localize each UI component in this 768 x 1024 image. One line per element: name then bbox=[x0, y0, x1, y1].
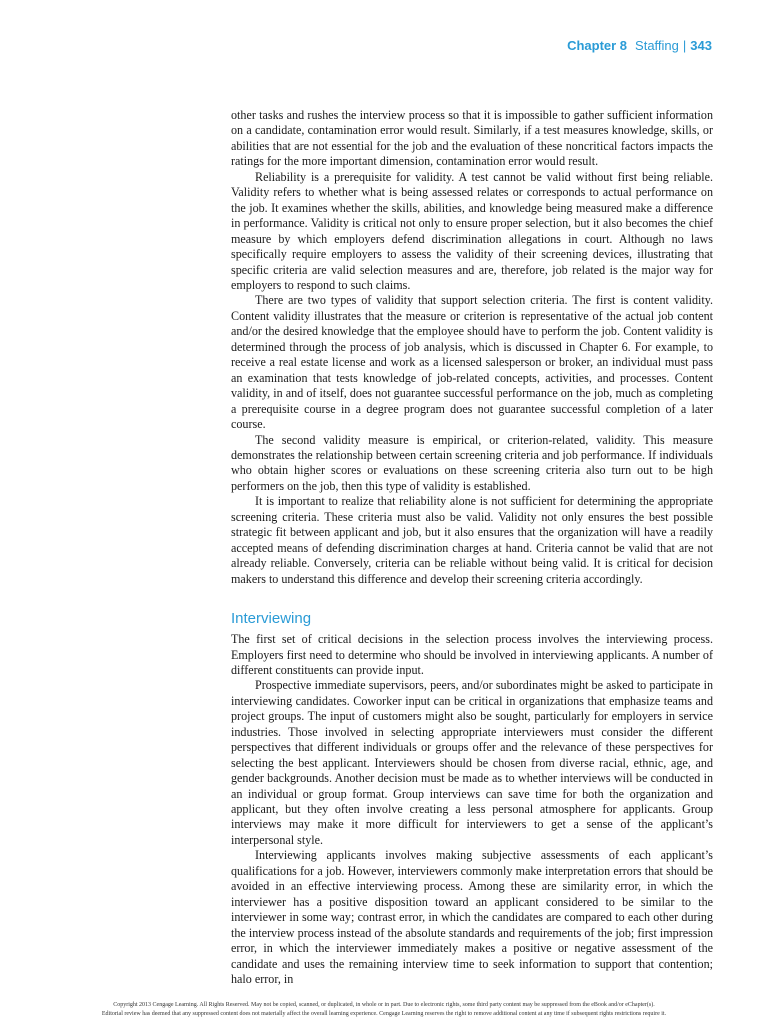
copyright-line: Copyright 2013 Cengage Learning. All Rights Reserved. May not be copied, scanned, or duplicated, in whole or in part. Due to electronic rights, some third party content may be suppressed from the eBook and/or eChapter(s). bbox=[113, 1002, 655, 1008]
paragraph: Interviewing applicants involves making subjective assessments of each applicant’s qualifications for a job. However, interviewers commonly make interpretation errors that should be avoided in an effective interviewing process. Among these are similarity error, in which the interviewer has a positive disposition toward an applicant considered to be similar to the interviewer in some way; contrast error, in which the candidates are compared to each other during the interview process instead of the absolute standards and requirements of the job; first impression error, in which the interviewer immediately makes a positive or negative assessment of the candidate and uses the remaining interview time to seek information to support that contention; halo error, in bbox=[231, 848, 713, 987]
paragraph: other tasks and rushes the interview process so that it is impossible to gather sufficient information on a candidate, contamination error would result. Similarly, if a test measures knowledge, skills, or abilities that are not essential for the job and the evaluation of these noncritical factors impacts the ratings for the more important dimension, contamination error would result. bbox=[231, 108, 713, 169]
editorial-line: Editorial review has deemed that any suppressed content does not materially affect the overall learning experience. Cengage Learning reserves the right to remove additional content at any time if subsequent rights restrictions require it. bbox=[101, 1010, 667, 1017]
paragraph: The second validity measure is empirical, or criterion-related, validity. This measure demonstrates the relationship between certain screening criteria and job performance. If individuals who obtain higher scores or evaluations on these screening criteria also turn out to be high performers on the job, then this type of validity is established. bbox=[231, 432, 713, 493]
section-label: Staffing bbox=[635, 38, 679, 53]
paragraph: It is important to realize that reliability alone is not sufficient for determining the appropriate screening criteria. These criteria must also be valid. Validity not only ensures the best possible strategic fit between applicant and job, but it also ensures that the organization will have a readily accepted means of defending discrimination charges at hand. Criteria cannot be valid that are not already reliable. Conversely, criteria can be reliable without being valid. It is critical for decision makers to understand this difference and develop their screening criteria accordingly. bbox=[231, 494, 713, 586]
section-heading: Interviewing bbox=[231, 610, 312, 628]
chapter-label: Chapter 8 bbox=[567, 38, 628, 53]
paragraph: Prospective immediate supervisors, peers, and/or subordinates might be asked to participate in interviewing candidates. Coworker input can be critical in organizations that emphasize teams and project groups. The input of customers might also be sought, particularly for employers in service industries. Those involved in selecting appropriate interviewers must consider the different perspectives that different individuals or groups offer and the relevance of these perspectives for selecting the best applicant. Interviewers should be chosen from diverse racial, ethnic, age, and gender backgrounds. Another decision must be made as to whether interviews will be conducted in an individual or group format. Group interviews can save time for both the organization and applicant, but they often involve creating a less personal atmosphere for applicants. Group interviews may make it more difficult for interviewers to get a sense of the applicant’s interpersonal style. bbox=[231, 678, 713, 847]
header-separator: | bbox=[682, 38, 687, 53]
copyright-footer bbox=[0, 1001, 768, 1018]
paragraph: Reliability is a prerequisite for validity. A test cannot be valid without first being reliable. Validity refers to whether what is being assessed relates or corresponds to actual performance on the job. It examines whether the skills, abilities, and knowledge being measured make a difference in performance. Validity is critical not only to ensure proper selection, but it also becomes the chief measure by which employers defend discrimination allegations in court. Although no laws specifically require employers to assess the validity of their screening devices, illustrating that specific criteria are valid selection measures and are, therefore, job related is the major way for employers to respond to such claims. bbox=[231, 169, 713, 292]
paragraph: The first set of critical decisions in the selection process involves the interviewing process. Employers first need to determine who should be involved in interviewing applicants. A number of different constituents can provide input. bbox=[231, 632, 713, 677]
running-head bbox=[567, 38, 712, 53]
body-text bbox=[231, 108, 713, 987]
paragraph: There are two types of validity that support selection criteria. The first is content validity. Content validity illustrates that the measure or criterion is representative of the actual job content and/or the desired knowledge that the employee should have to perform the job. Content validity is determined through the process of job analysis, which is discussed in Chapter 6. For example, to receive a real estate license and work as a licensed salesperson or broker, an individual must pass an examination that tests knowledge of job-related concepts, activities, and processes. Content validity, in and of itself, does not guarantee successful performance on the job, much as completing a prerequisite course in a degree program does not guarantee successful completion of a later course. bbox=[231, 293, 713, 432]
page-number: 343 bbox=[690, 38, 712, 53]
